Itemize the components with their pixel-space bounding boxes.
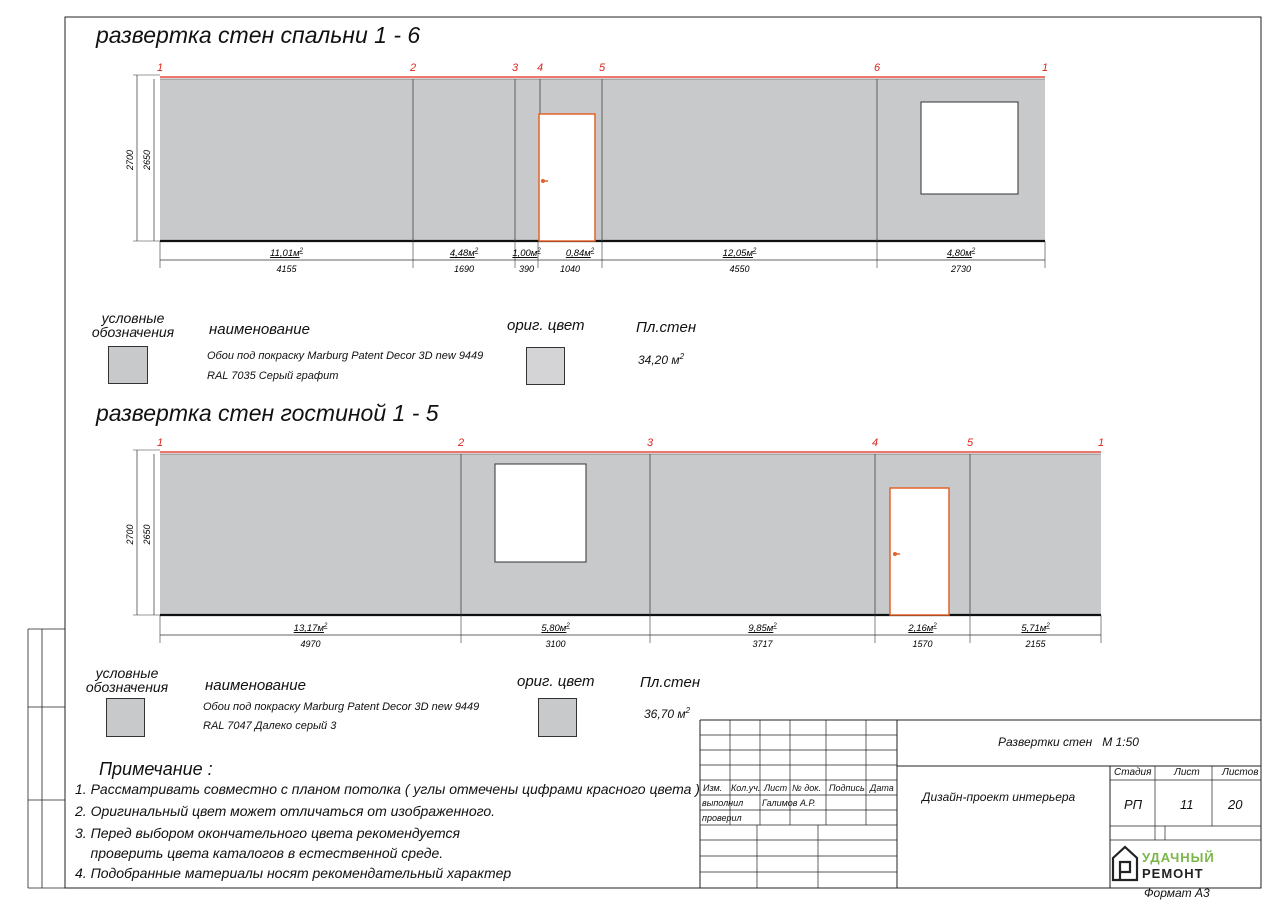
corner-label: 5 bbox=[966, 437, 974, 449]
living-original-swatch bbox=[538, 698, 577, 737]
wall-length-label: 4550 bbox=[729, 264, 750, 274]
tb-sheets-value: 20 bbox=[1228, 797, 1243, 812]
window-opening bbox=[921, 102, 1018, 194]
wall-area-label: $4,80м^2$ bbox=[946, 248, 976, 259]
wall-area-label: $0,84м^2$ bbox=[565, 248, 595, 259]
tb-sheet-label: Лист bbox=[1174, 767, 1200, 778]
bedroom-legend-orig-header: ориг. цвет bbox=[507, 317, 585, 334]
tb-stage-value: РП bbox=[1124, 797, 1143, 812]
living-legend-name-line2: RAL 7047 Далеко серый 3 bbox=[203, 720, 337, 732]
bedroom-legend-name-line2: RAL 7035 Серый графит bbox=[207, 370, 339, 382]
area-sup: 2 bbox=[299, 248, 303, 254]
wall-length-label: 4970 bbox=[300, 639, 321, 649]
wall-length-label: 1570 bbox=[912, 639, 933, 649]
corner-label: 1 bbox=[156, 62, 164, 74]
wall-length-label: 390 bbox=[518, 264, 535, 274]
living-wall-swatch bbox=[106, 698, 145, 737]
living-elevation bbox=[125, 437, 1104, 649]
corner-label: 1 bbox=[1097, 437, 1105, 449]
tb-role-done: выполнил bbox=[702, 798, 744, 808]
bedroom-original-swatch bbox=[526, 347, 565, 385]
height-dim-inner: 2650 bbox=[142, 149, 152, 171]
wall-area-label: $13,17м^2$ bbox=[293, 623, 328, 634]
note-item-1: 1. Рассматривать совместно с планом потолка ( углы отмечены цифрами красного цвета ) bbox=[75, 781, 700, 797]
notes-heading: Примечание : bbox=[99, 759, 213, 779]
legend-heading-line1: условные bbox=[95, 665, 159, 681]
bedroom-wall-swatch bbox=[108, 346, 148, 384]
bedroom-legend-area-header: Пл.стен bbox=[636, 319, 697, 336]
wall-length-label: 4155 bbox=[276, 264, 297, 274]
tb-sheets-label: Листов bbox=[1222, 767, 1259, 778]
height-dim-outer: 2700 bbox=[125, 524, 135, 545]
living-legend-name-line1: Обои под покраску Marburg Patent Decor 3D new 9449 bbox=[203, 701, 480, 713]
window-opening bbox=[495, 464, 586, 562]
company-logo bbox=[1110, 842, 1250, 886]
living-legend-heading bbox=[78, 666, 176, 694]
wall-area-label: $2,16м^2$ bbox=[908, 623, 937, 634]
corner-label: 4 bbox=[871, 437, 879, 449]
area-sup: 2 bbox=[537, 248, 541, 254]
area-sup: 2 bbox=[685, 706, 691, 715]
tb-col-kol: Кол.уч. bbox=[731, 783, 761, 793]
corner-label: 2 bbox=[409, 62, 417, 74]
wall-area-label: $9,85м^2$ bbox=[748, 623, 777, 634]
area-sup: 2 bbox=[566, 623, 570, 629]
project-name: Дизайн-проект интерьера bbox=[922, 790, 1076, 804]
bedroom-elevation bbox=[125, 62, 1048, 274]
tb-role-checked: проверил bbox=[702, 813, 742, 823]
area-sup: 2 bbox=[590, 248, 595, 254]
area-sup: 2 bbox=[679, 352, 685, 361]
tb-col-date: Дата bbox=[870, 783, 894, 793]
corner-label: 5 bbox=[598, 62, 606, 74]
tb-col-doc: № док. bbox=[792, 783, 821, 793]
area-sup: 2 bbox=[933, 623, 937, 629]
door-opening bbox=[539, 114, 595, 241]
legend-heading-line1: условные bbox=[101, 310, 165, 326]
tb-col-izm: Изм. bbox=[703, 783, 723, 793]
corner-label: 1 bbox=[156, 437, 164, 449]
note-item-3: 3. Перед выбором окончательного цвета рекомендуется bbox=[75, 825, 461, 841]
wall-length-label: 2155 bbox=[1025, 639, 1046, 649]
corner-label: 2 bbox=[457, 437, 465, 449]
wall-length-label: 3100 bbox=[545, 639, 566, 649]
wall-area-label: $5,71м^2$ bbox=[1021, 623, 1050, 634]
note-item-3-cont: проверить цвета каталогов в естественной среде. bbox=[75, 845, 444, 861]
living-title: развертка стен гостиной 1 - 5 bbox=[96, 400, 439, 426]
bedroom-legend-area-value bbox=[638, 352, 684, 367]
height-dim-outer: 2700 bbox=[125, 149, 135, 171]
legend-heading-line2: обозначения bbox=[85, 679, 169, 695]
bedroom-legend-heading bbox=[84, 311, 182, 339]
tb-sheet-value: 11 bbox=[1180, 797, 1194, 812]
tb-author: Галимов А.Р. bbox=[762, 798, 816, 808]
corner-label: 3 bbox=[646, 437, 654, 449]
format-label: Формат А3 bbox=[1144, 886, 1210, 900]
area-value: 34,20 м bbox=[638, 353, 680, 367]
wall-length-label: 1040 bbox=[559, 264, 581, 274]
logo-line2: РЕМОНТ bbox=[1142, 866, 1204, 881]
note-item-2: 2. Оригинальный цвет может отличаться от изображенного. bbox=[75, 803, 496, 819]
area-sup: 2 bbox=[752, 248, 757, 254]
sheet-title: Развертки стен М 1:50 bbox=[998, 735, 1139, 749]
wall-length-label: 3717 bbox=[752, 639, 773, 649]
tb-col-list: Лист bbox=[764, 783, 788, 793]
wall-area-label: $12,05м^2$ bbox=[722, 248, 757, 259]
bedroom-legend-name-line1: Обои под покраску Marburg Patent Decor 3D new 9449 bbox=[207, 350, 484, 362]
wall-area-label: $4,48м^2$ bbox=[449, 248, 479, 259]
wall-area-label: $5,80м^2$ bbox=[541, 623, 570, 634]
area-sup: 2 bbox=[1046, 623, 1050, 629]
tb-stage-label: Стадия bbox=[1114, 767, 1152, 778]
note-item-4: 4. Подобранные материалы носят рекомендательный характер bbox=[75, 865, 512, 881]
corner-label: 1 bbox=[1041, 62, 1049, 74]
door-opening bbox=[890, 488, 949, 615]
house-logo-icon bbox=[1110, 842, 1140, 882]
legend-heading-line2: обозначения bbox=[91, 324, 175, 340]
wall-length-label: 2730 bbox=[950, 264, 972, 274]
bedroom-title: развертка стен спальни 1 - 6 bbox=[96, 22, 421, 48]
area-sup: 2 bbox=[474, 248, 479, 254]
living-legend-name-header: наименование bbox=[205, 677, 306, 694]
wall-area-label: $1,00м^2$ bbox=[512, 248, 541, 259]
wall-length-label: 1690 bbox=[453, 264, 475, 274]
binding-strip bbox=[28, 629, 65, 888]
corner-label: 6 bbox=[873, 62, 881, 74]
area-sup: 2 bbox=[971, 248, 976, 254]
corner-label: 4 bbox=[536, 62, 544, 74]
wall-surface bbox=[160, 454, 1101, 615]
area-sup: 2 bbox=[323, 623, 328, 629]
height-dim-inner: 2650 bbox=[142, 524, 152, 545]
bedroom-legend-name-header: наименование bbox=[209, 321, 310, 338]
tb-col-sign: Подпись bbox=[829, 783, 865, 793]
corner-label: 3 bbox=[511, 62, 519, 74]
living-legend-area-value bbox=[644, 706, 690, 721]
wall-area-label: $11,01м^2$ bbox=[270, 248, 303, 259]
area-sup: 2 bbox=[773, 623, 777, 629]
logo-line1: УДАЧНЫЙ bbox=[1142, 850, 1215, 865]
living-legend-orig-header: ориг. цвет bbox=[517, 673, 595, 690]
area-value: 36,70 м bbox=[644, 707, 686, 721]
living-legend-area-header: Пл.стен bbox=[640, 674, 701, 691]
wall-surface bbox=[160, 79, 1045, 241]
